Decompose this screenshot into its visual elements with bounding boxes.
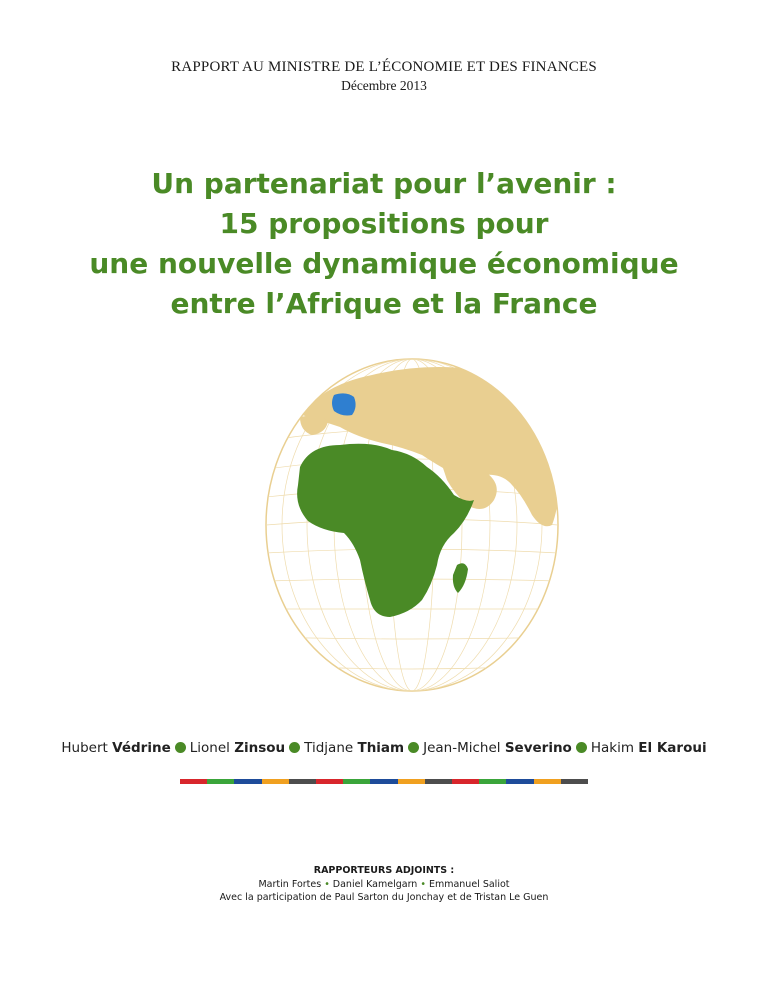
rapporteurs-names: Martin Fortes • Daniel Kamelgarn • Emmanuel Saliot <box>258 879 510 890</box>
stripe-segment <box>180 779 207 784</box>
author-4: Jean-Michel Severino <box>423 740 572 756</box>
bullet-separator: • <box>324 879 330 890</box>
separator-dot <box>175 742 186 753</box>
stripe-segment <box>207 779 234 784</box>
stripe-segment <box>289 779 316 784</box>
stripe-segment <box>561 779 588 784</box>
stripe-segment <box>262 779 289 784</box>
report-header <box>0 58 768 94</box>
stripe-segment <box>506 779 533 784</box>
separator-dot <box>576 742 587 753</box>
color-stripe-divider <box>180 779 588 784</box>
report-recipient: RAPPORT AU MINISTRE DE L’ÉCONOMIE ET DES FINANCES <box>171 59 597 75</box>
stripe-segment <box>398 779 425 784</box>
stripe-segment <box>534 779 561 784</box>
author-2: Lionel Zinsou <box>189 740 286 756</box>
stripe-segment <box>316 779 343 784</box>
rapporteurs-heading: RAPPORTEURS ADJOINTS : <box>313 865 455 876</box>
stripe-segment <box>234 779 261 784</box>
bullet-separator: • <box>420 879 426 890</box>
stripe-segment <box>479 779 506 784</box>
stripe-segment <box>425 779 452 784</box>
title-line-1: Un partenariat pour l’avenir : <box>151 167 617 200</box>
title-line-2: 15 propositions pour <box>219 207 549 240</box>
participation-note: Avec la participation de Paul Sarton du Jonchay et de Tristan Le Guen <box>219 892 549 903</box>
author-1: Hubert Védrine <box>61 740 171 756</box>
report-title <box>0 164 768 324</box>
title-line-4: entre l’Afrique et la France <box>170 287 598 320</box>
globe-illustration <box>262 355 562 695</box>
author-3: Tidjane Thiam <box>304 740 405 756</box>
separator-dot <box>289 742 300 753</box>
separator-dot <box>408 742 419 753</box>
author-list <box>0 740 768 756</box>
report-date: Décembre 2013 <box>341 78 427 93</box>
stripe-segment <box>343 779 370 784</box>
author-5: Hakim El Karoui <box>590 740 707 756</box>
rapporteurs-section <box>0 864 768 904</box>
stripe-segment <box>452 779 479 784</box>
stripe-segment <box>370 779 397 784</box>
title-line-3: une nouvelle dynamique économique <box>89 247 679 280</box>
